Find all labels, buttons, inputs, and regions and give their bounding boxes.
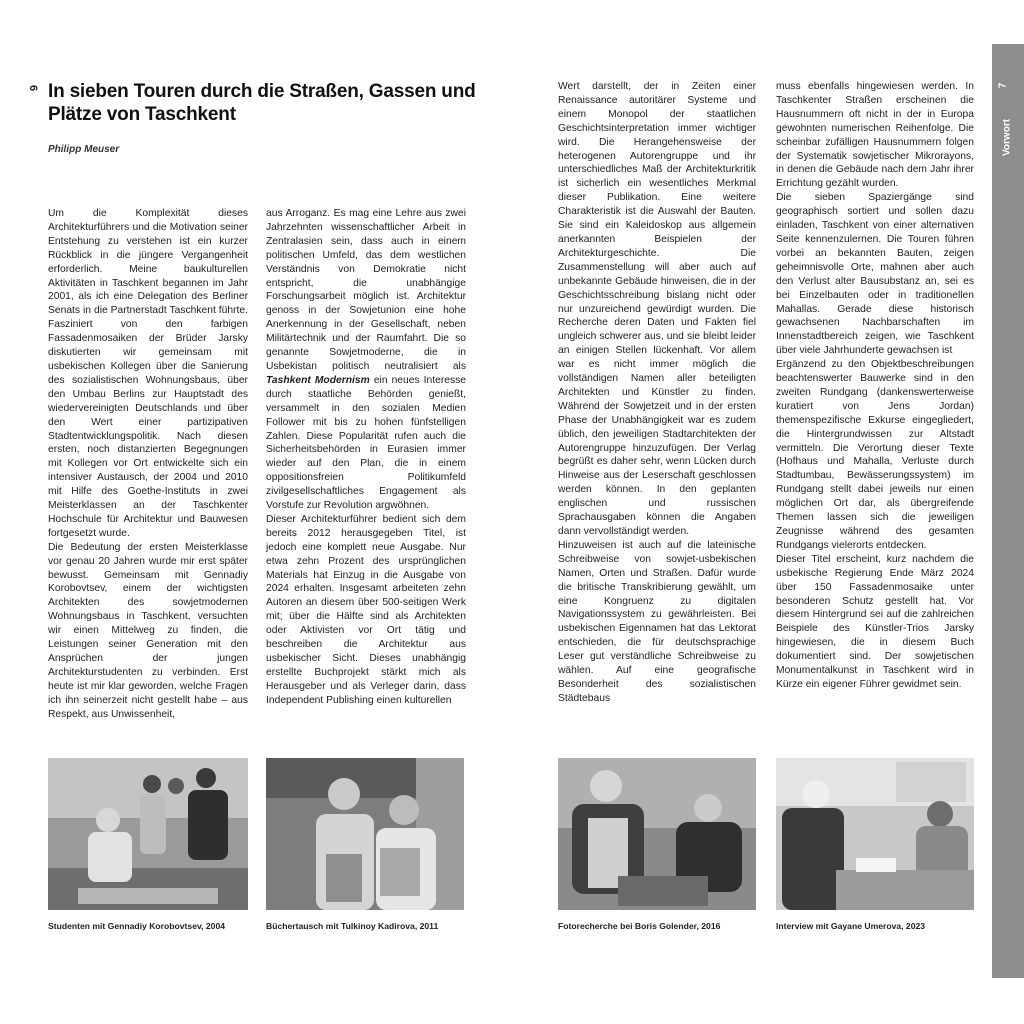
photo-golender <box>558 758 756 910</box>
photo-umerova-interview <box>776 758 974 910</box>
text-column-4 <box>776 80 974 692</box>
chapter-side-tab <box>992 44 1024 978</box>
author-name: Philipp Meuser <box>48 144 120 155</box>
paragraph: Hinzuweisen ist auch auf die lateinische Schreibweise von sowjet-usbekischen Namen, Orten und Straßen. Dafür wurde die britische Transkribierung gewählt, um eine Kongruenz zu digitalen Navigationssystem zu gewährleisten. Bei usbekischen Eigennamen hat das Lektorat entschieden, die für deutschsprachige Leser gut verständliche Schreibweise zu wählen. Auf eine geografische Besonderheit des sozialistischen Städtebaus <box>558 539 756 704</box>
paragraph: Um die Komplexität dieses Architekturführers und die Motivation seiner Entstehung zu verstehen ist ein kurzer Rückblick in die jüngere Vergangenheit erforderlich. Meine baukulturellen Aktivitäten in Taschkent begannen im Jahr 2001, als ich eine Delegation des Berliner Senats in die Partnerstadt Taschkent führte. Fasziniert von den farbigen Fassadenmosaiken der Brüder Jarsky diskutierten wir gemeinsam mit usbekischen Kollegen über die Sanierung des sozialistischen Wohnungsbaus, über den Umbau Berlins zur Hauptstadt des wiedervereinigten Deutschlands und über den Wert einer partizipativen Stadtentwicklungspolitik. Nach diesen ersten, noch distanzierten Begegnungen mit Kollegen vor Ort entwickelte sich ein intensiver Austausch, der 2004 und 2010 mit Hilfe des Goethe-Instituts in zwei Meisterklassen an der Taschkenter Hochschule für Architektur und Bauwesen fortgesetzt wurde. <box>48 208 248 539</box>
text-column-1 <box>48 207 248 722</box>
photo-placeholder-icon <box>48 758 248 910</box>
section-label: Vorwort <box>1001 118 1013 156</box>
photo-students-korobovtsev <box>48 758 248 910</box>
emphasis: Tashkent Modernism <box>266 374 370 386</box>
photo-placeholder-icon <box>558 758 756 910</box>
paragraph: Die Bedeutung der ersten Meisterklasse vor genau 20 Jahren wurde mir erst später bewusst. Gemeinsam mit Gennadiy Korobovtsev, einem der wichtigsten Architekten des sowjetmodernen Wohnungsbaus in Taschkent, versuchten wir einen Mittelweg zu finden, die Leistungen seiner Generation mit den Ansprüchen der jungen Architekturstudenten zu verbinden. Erst heute ist mir klar geworden, welche Fragen ich ihn seinerzeit nicht gestellt habe – aus Respekt, aus Unwissenheit, <box>48 541 248 720</box>
paragraph: aus Arroganz. Es mag eine Lehre aus zwei Jahrzehnten wissenschaftlicher Arbeit in Zentralasien sein, dass auch in einem politischen Umfeld, das dem westlichen Verständnis von Demokratie nicht entspricht, die unabhängige Forschungsarbeit möglich ist. Architektur genoss in der Sowjetunion eine hohe Anerkennung in der Gesellschaft, neben Militärtechnik und der Raumfahrt. Die so genannte Sowjetmoderne, die in Usbekistan politisch neutralisiert als Tashkent Modernism ein neues Interesse durch staatliche Behörden genießt, versammelt in den sozialen Medien Follower mit bis zu hohen fünfstelligen Zahlen. Diese Popularität rufen auch die Sicherheitsbehörden in Eurasien immer wieder auf den Plan, die in einem oppositionsfreien Politikumfeld zivilgesellschaftliches Engagement als Vorstufe zur Revolution argwöhnen. <box>266 208 467 512</box>
photo-caption: Büchertausch mit Tulkinoy Kadirova, 2011 <box>266 921 439 931</box>
photo-placeholder-icon <box>776 758 974 910</box>
text-column-2 <box>266 207 466 708</box>
photo-caption: Fotorecherche bei Boris Golender, 2016 <box>558 921 721 931</box>
photo-placeholder-icon <box>266 758 464 910</box>
paragraph: Dieser Architekturführer bedient sich dem bereits 2012 herausgegeben Titel, ist jedoch eine komplett neue Ausgabe. Nur etwa zehn Prozent des ursprünglichen Materials hat Einzug in die Ausgabe von 2024 erhalten. Insgesamt arbeiteten zehn Autoren an diesem über 500-seitigen Werk mit; über die Hälfte sind als Architekten oder Aktivisten vor Ort tätig und beschreiben die Architektur aus usbekischer Sicht. Dieses unabhängig erstellte Buchprojekt stärkt mich als Herausgeber und als Verleger darin, dass Independent Publishing einen kulturellen <box>266 513 466 706</box>
photo-caption: Interview mit Gayane Umerova, 2023 <box>776 921 926 931</box>
photo-caption: Studenten mit Gennadiy Korobovtsev, 2004 <box>48 921 226 931</box>
paragraph: Ergänzend zu den Objektbeschreibungen beachtenswerter Bauwerke sind in den zweiten Rundgang (dankenswerterweise kuratiert von Jens Jordan) themenspezifische Exkurse eingegliedert, die Hintergrundwissen zur Altstadt vermitteln. Die Verortung dieser Texte (Hofhaus und Mahalla, Verluste durch Stadtumbau, Bewässerungssystem) im Rundgang stellt dabei jeweils nur einen möglichen Ort dar, als übergreifende Themen lassen sich die jeweiligen Zeugnisse während des gesamten Rundgangs vielerorts entdecken. <box>776 359 974 551</box>
page-number-left: 6 <box>27 84 40 92</box>
photo-book-exchange-kadirova <box>266 758 464 910</box>
paragraph: Dieser Titel erscheint, kurz nachdem die usbekische Regierung Ende März 2024 über 150 Fassadenmosaike unter besonderen Schutz gestellt hat. Vor diesem Hintergrund sei auf die zahlreichen Beispiele des Künstler-Trios Jarsky hingewiesen, die in diesem Buch dokumentiert sind. Der sowjetischen Monumentalkunst in Taschkent wird in Kürze ein eigener Führer gewidmet sein. <box>776 553 974 690</box>
article-title: In sieben Touren durch die Straßen, Gassen und Plätze von Taschkent <box>48 81 476 125</box>
text-column-3 <box>558 80 756 706</box>
paragraph: muss ebenfalls hingewiesen werden. In Taschkenter Straßen erscheinen die Hausnummern oft nicht in der in Europa gewohnten numerischen Reihenfolge. Die scheinbar zufälligen Hausnummern folgen der Systematik sowjetischer Mikrorayons, in denen die Gebäude nach dem Jahr ihrer Errichtung gezählt wurden. <box>776 81 974 190</box>
paragraph: Wert darstellt, der in Zeiten einer Renaissance autoritärer Systeme und einem Monopol der staatlichen Geschichtsinterpretation immer wichtiger wird. Die Herangehensweise der heterogenen Autorengruppe und ihr unterschiedliches Maß der Architekturkritik ist sicherlich ein wesentliches Merkmal dieser Publikation. Eine weitere Charakteristik ist die Auswahl der Bauten. Sie sind ein Kaleidoskop aus allgemein anerkannten Beispielen der Architekturgeschichte. Die Zusammenstellung will aber auch auf unbekannte Gebäude hinweisen, die in der Geschichtsschreibung bislang nicht oder nur unzureichend gewürdigt wurden. Die Recherche deren Daten und Fakten fiel ungleich schwerer aus, und sie bleibt leider an einigen Stellen lückenhaft. Vor allem war es nicht immer möglich die vollständigen Namen aller beteiligten Architekten und Künstler zu finden. Während der Sowjetzeit und in der ersten Phase der Unabhängigkeit war es zudem üblich, den jeweiligen Stadtarchitekten der Autorengruppe hinzuzufügen. Der Verlag begrüßt es daher sehr, wenn Lücken durch Hinweise aus der Leserschaft geschlossen werden können. In den geplanten englischen und russischen Sprachausgaben können die Angaben dann vervollständigt werden. <box>558 81 756 537</box>
page-number-right: 7 <box>997 82 1009 89</box>
paragraph: Die sieben Spaziergänge sind geographisch sortiert und sollen dazu einladen, Taschkent von einer alternativen Seite kennenzulernen. Die Touren führen vorbei an bekannten Bauten, zeigen geheimnisvolle Orte, mahnen aber auch den Verlust alter Bausubstanz an, sei es bei Einzelbauten oder in traditionellen Mahallas. Gerade diese historisch gewachsenen Nachbarschaften im Innenstadtbereich zeigen, wie Taschkent über viele Jahrhunderte gewachsen ist <box>776 192 974 357</box>
